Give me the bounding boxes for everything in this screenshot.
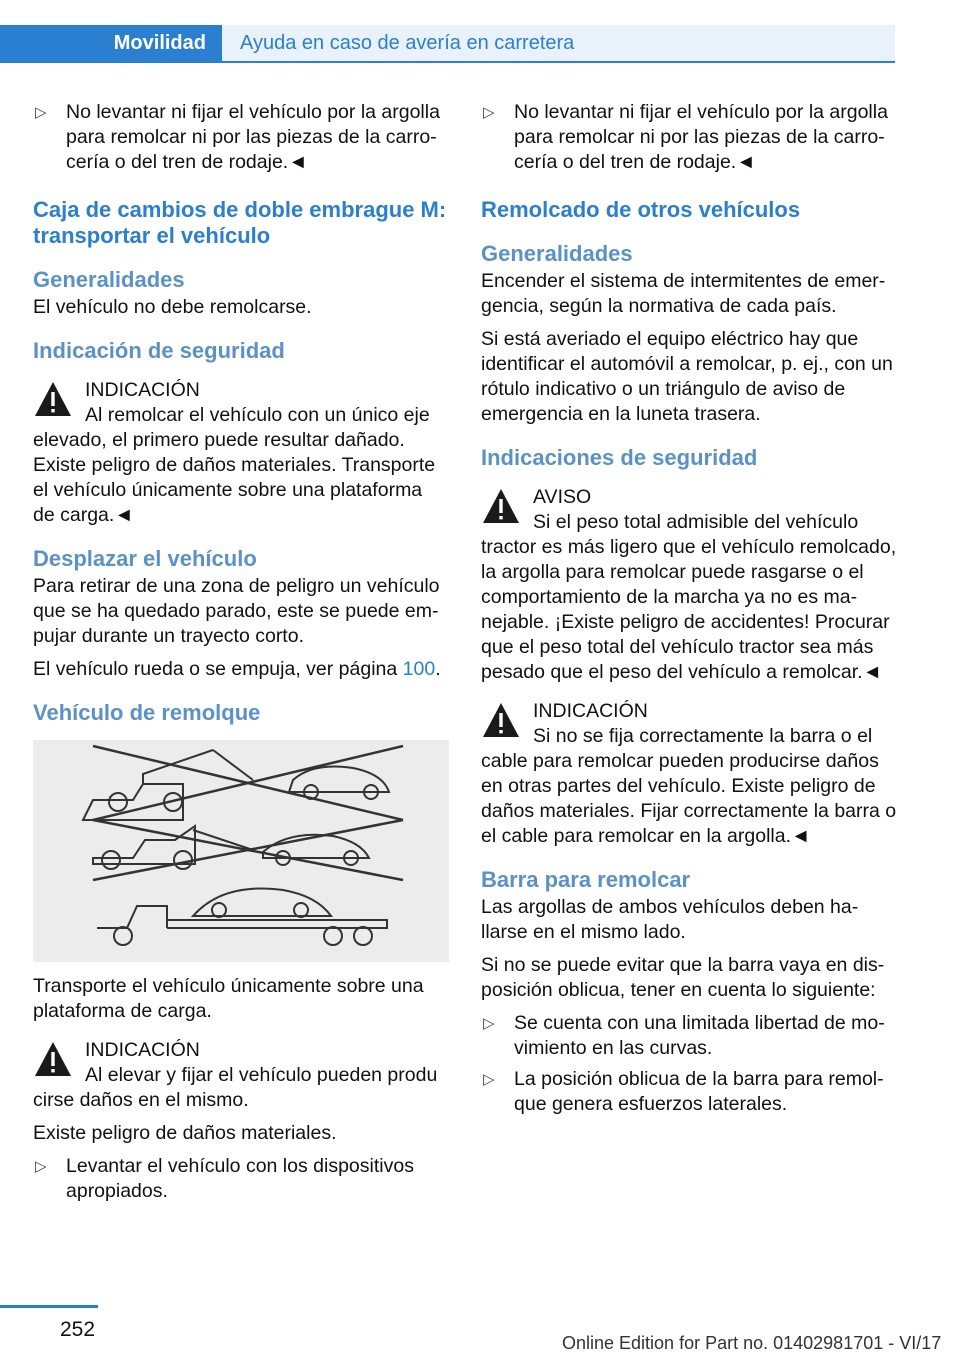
section-label: Movilidad xyxy=(113,31,206,54)
paragraph: Para retirar de una zona de peligro un vehículo que se ha quedado parado, este se puede empujar durante un trayecto corto. xyxy=(33,575,440,647)
page-number: 252 xyxy=(60,1318,96,1341)
list-item-text: No levantar ni fijar el vehículo por la argolla para remolcar ni por las piezas de la carrocería o del tren de rodaje.◄ xyxy=(66,101,440,173)
heading-generalidades: Generalidades xyxy=(481,241,633,266)
paragraph: Las argollas de ambos vehículos deben hallarse en el mismo lado. xyxy=(481,896,859,943)
warning-block xyxy=(33,378,449,528)
heading-barra-remolcar: Barra para remolcar xyxy=(481,867,691,892)
subsection-label: Ayuda en caso de avería en carretera xyxy=(240,31,575,54)
heading-desplazar: Desplazar el vehículo xyxy=(33,546,257,571)
warning-block xyxy=(481,699,897,849)
list-item xyxy=(481,1067,897,1117)
warning-text: Si no se fija correctamente la barra o el xyxy=(533,725,873,747)
tow-truck-figure xyxy=(33,740,449,962)
warning-text: Al elevar y fijar el vehículo pueden produ xyxy=(85,1064,438,1086)
warning-text: Al remolcar el vehículo con un único eje xyxy=(85,404,430,426)
warning-triangle-icon xyxy=(481,487,521,525)
warning-block xyxy=(481,485,897,685)
heading-caja-cambios: Caja de cambios de doble embrague M: transportar el vehículo xyxy=(33,197,447,248)
warning-title: INDICACIÓN xyxy=(85,379,200,401)
heading-vehiculo-remolque: Vehículo de remolque xyxy=(33,700,261,725)
triangle-bullet-icon: ▷ xyxy=(35,1158,47,1175)
warning-block xyxy=(33,1038,449,1113)
paragraph-text: . xyxy=(435,658,441,680)
warning-triangle-icon xyxy=(33,1040,73,1078)
list-item xyxy=(33,100,449,175)
list-item xyxy=(481,1011,897,1061)
list-item-text: No levantar ni fijar el vehículo por la argolla para remolcar ni por las piezas de la carrocería o del tren de rodaje.◄ xyxy=(514,101,888,173)
warning-title: AVISO xyxy=(533,486,592,508)
tow-vehicle-illustration xyxy=(33,740,449,962)
footer-accent-line xyxy=(0,1305,98,1308)
section-tab xyxy=(0,25,222,61)
figure-caption: Transporte el vehículo únicamente sobre una plataforma de carga. xyxy=(33,975,424,1022)
warning-text-continued: elevado, el primero puede resultar dañado. Existe peligro de daños materiales. Transporte el vehículo únicamente sobre una plataforma de carga.◄ xyxy=(33,429,436,526)
triangle-bullet-icon: ▷ xyxy=(483,104,495,121)
warning-title: INDICACIÓN xyxy=(533,700,648,722)
list-item xyxy=(33,1154,449,1204)
edition-info: Online Edition for Part no. 01402981701 - VI/17 xyxy=(562,1333,942,1353)
heading-generalidades: Generalidades xyxy=(33,267,185,292)
page-link[interactable]: 100 xyxy=(402,658,436,680)
warning-text-continued: cable para remolcar pueden producirse daños en otras partes del vehículo. Existe peligro de daños materiales. Fijar correctamente la barra o el cable para remolcar en la argolla.◄ xyxy=(481,750,897,847)
left-column xyxy=(33,100,449,1210)
right-column xyxy=(481,100,897,1123)
warning-title: INDICACIÓN xyxy=(85,1039,200,1061)
warning-text: Si el peso total admisible del vehículo xyxy=(533,511,859,533)
subsection-tab xyxy=(222,25,895,61)
warning-text-continued: tractor es más ligero que el vehículo remolcado, la argolla para remolcar puede rasgarse o el comportamiento de la marcha ya no es manejable. ¡Existe peligro de accidentes! Procurar que el peso total del vehículo tractor sea más pesado que el peso del vehículo a remolcar.◄ xyxy=(481,536,897,683)
warning-text-continued: cirse daños en el mismo. xyxy=(33,1089,249,1111)
heading-remolcado: Remolcado de otros vehículos xyxy=(481,197,801,222)
paragraph: Si no se puede evitar que la barra vaya en disposición oblicua, tener en cuenta lo siguiente: xyxy=(481,954,885,1001)
paragraph: El vehículo no debe remolcarse. xyxy=(33,296,312,318)
paragraph-text: El vehículo rueda o se empuja, ver página xyxy=(33,658,403,680)
list-item-text: La posición oblicua de la barra para remolque genera esfuerzos laterales. xyxy=(514,1068,884,1115)
triangle-bullet-icon: ▷ xyxy=(35,104,47,121)
paragraph: Si está averiado el equipo eléctrico hay que identificar el automóvil a remolcar, p. ej., con un rótulo indicativo o un triángulo de aviso de emergencia en la luneta trasera. xyxy=(481,328,893,425)
warning-triangle-icon xyxy=(33,380,73,418)
heading-indicaciones-seguridad: Indicaciones de seguridad xyxy=(481,445,758,470)
heading-indicacion-seguridad: Indicación de seguridad xyxy=(33,338,285,363)
list-item-text: Se cuenta con una limitada libertad de movimiento en las curvas. xyxy=(514,1012,885,1059)
paragraph-page-ref xyxy=(33,657,449,682)
warning-triangle-icon xyxy=(481,701,521,739)
paragraph: Encender el sistema de intermitentes de emergencia, según la normativa de cada país. xyxy=(481,270,886,317)
triangle-bullet-icon: ▷ xyxy=(483,1071,495,1088)
list-item xyxy=(481,100,897,175)
triangle-bullet-icon: ▷ xyxy=(483,1015,495,1032)
list-item-text: Levantar el vehículo con los dispositivos apropiados. xyxy=(66,1155,414,1202)
page-header xyxy=(0,25,895,63)
paragraph: Existe peligro de daños materiales. xyxy=(33,1122,337,1144)
